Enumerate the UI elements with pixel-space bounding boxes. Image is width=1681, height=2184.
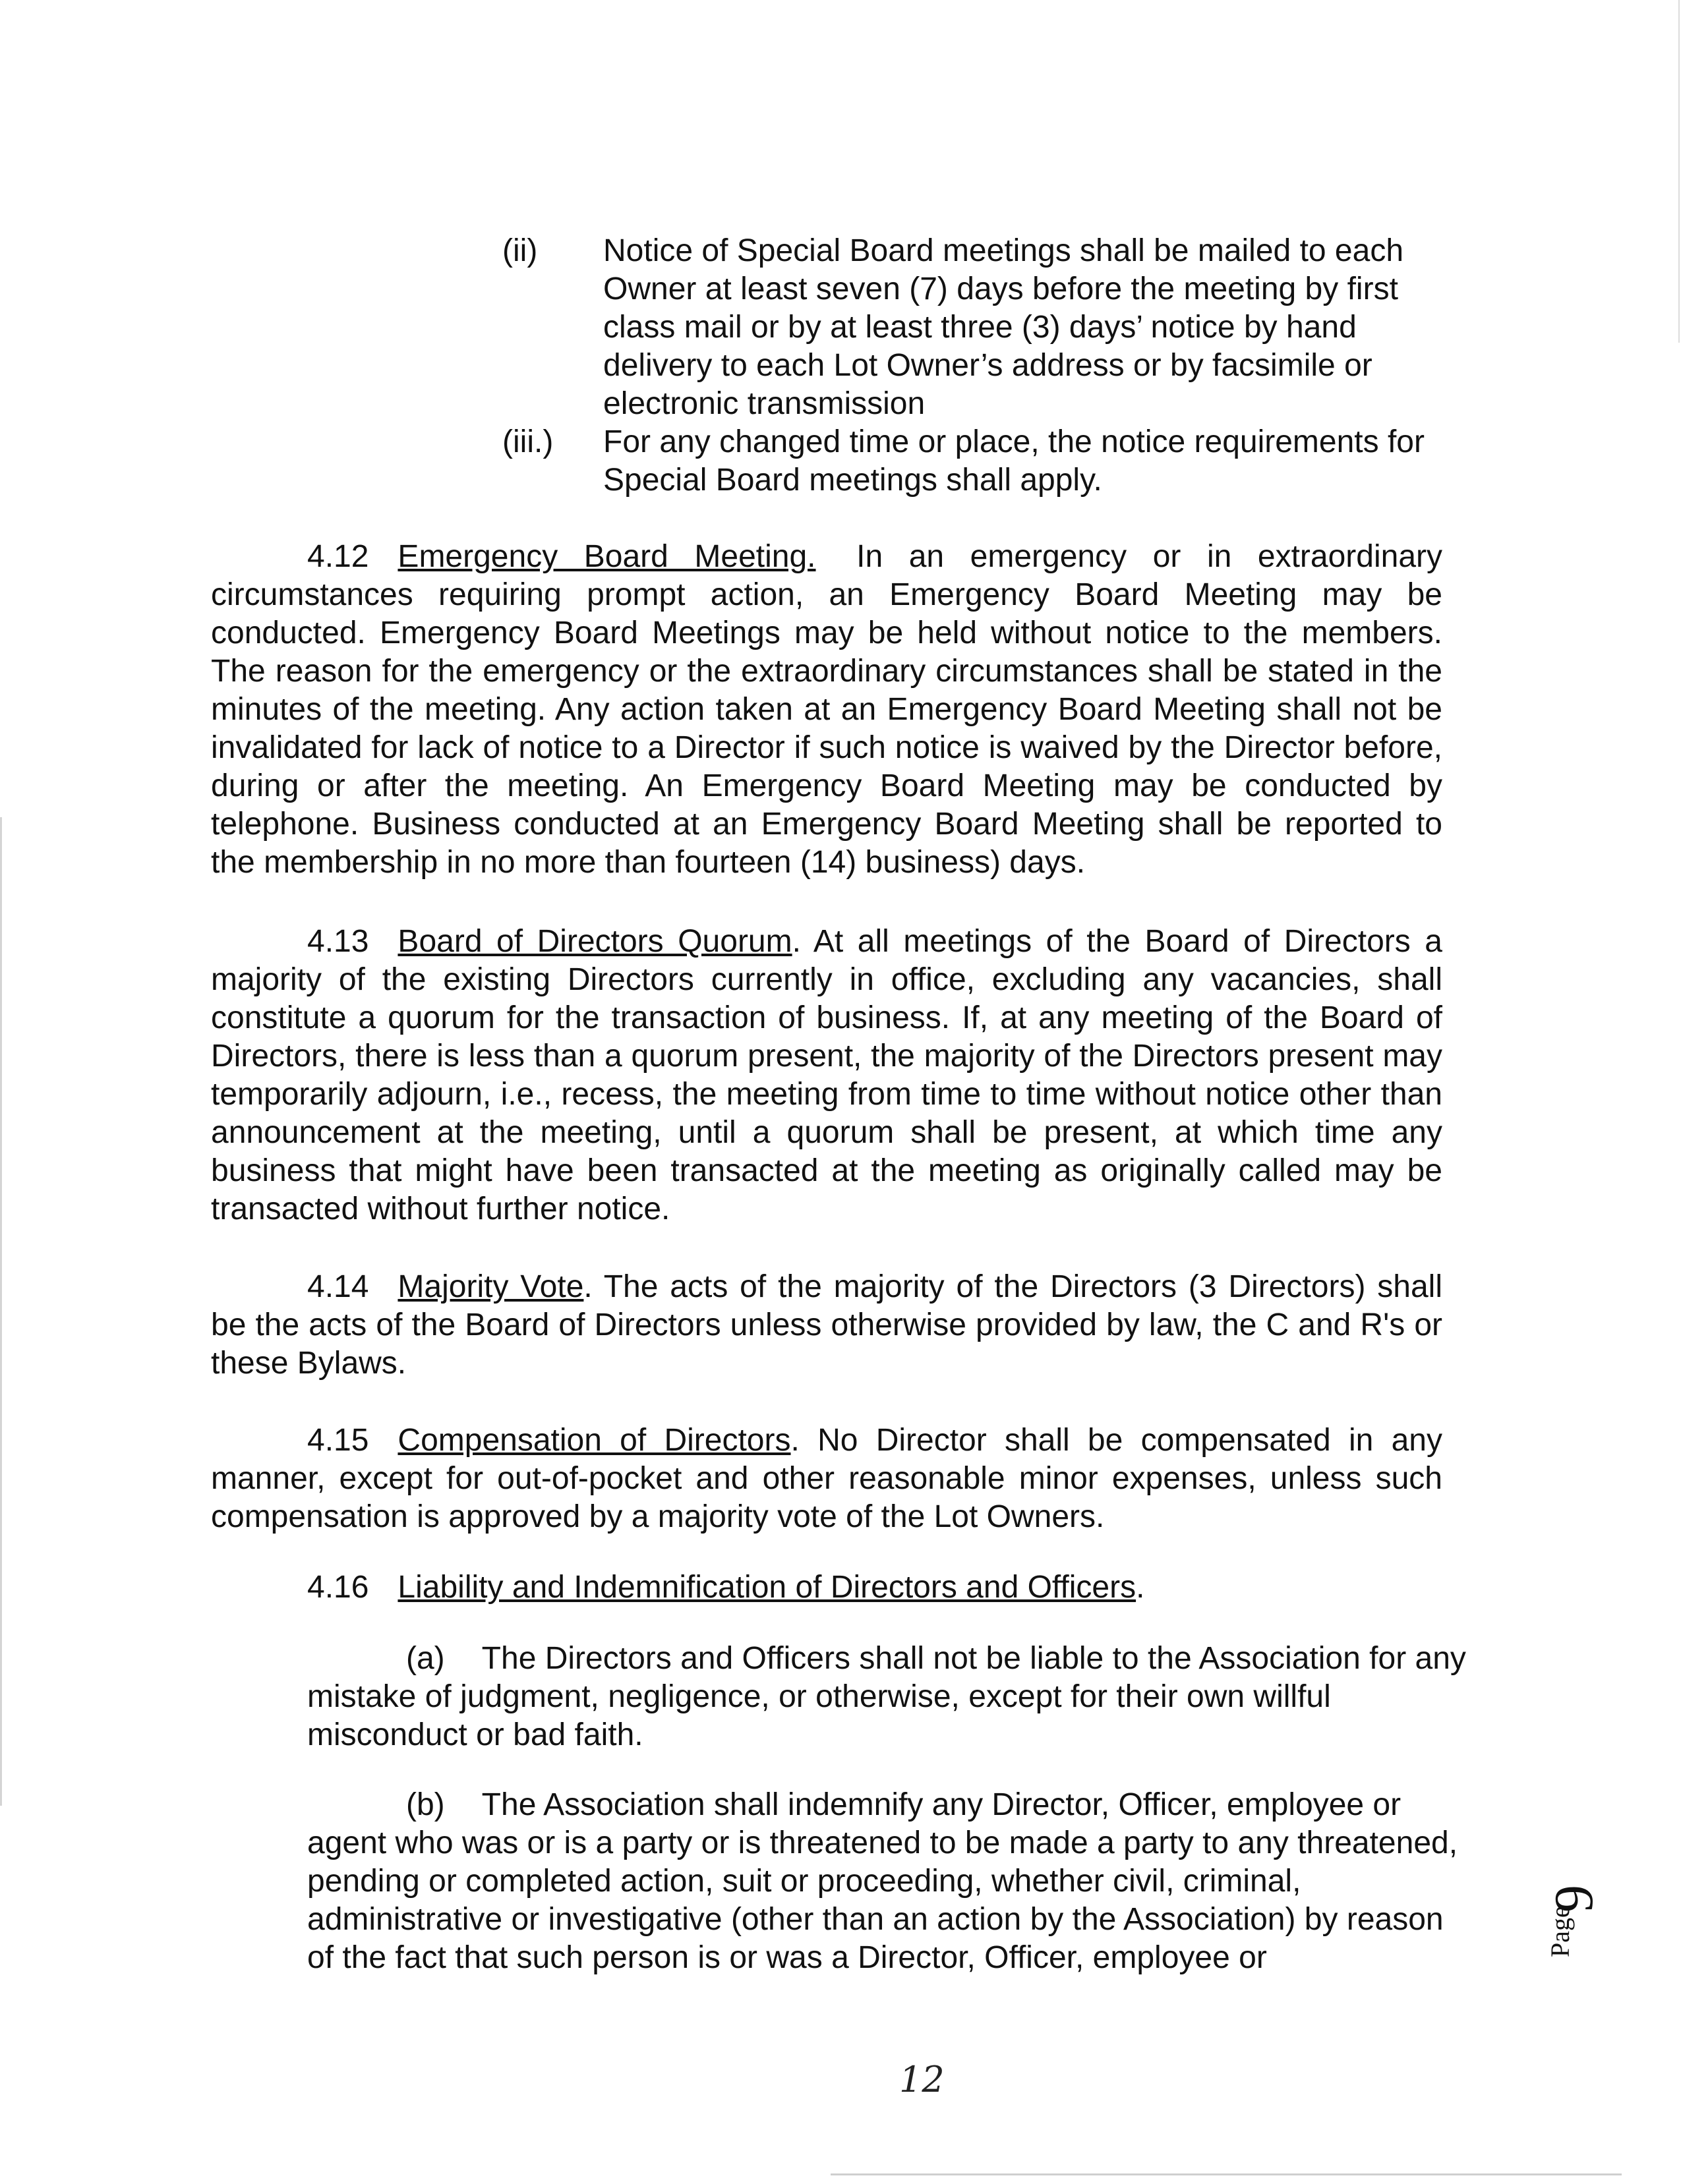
section-heading: Compensation of Directors (398, 1423, 791, 1458)
subsection-text: The Directors and Officers shall not be liable to the Association for any mistake of judgment, negligence, or otherwise, except for their own willful misconduct or bad faith. (307, 1641, 1466, 1752)
section-4-12 (211, 538, 1442, 882)
section-4-16 (307, 1568, 1144, 1607)
subsection-a (307, 1640, 1467, 1754)
section-heading: Board of Directors Quorum (398, 924, 792, 959)
section-4-14 (211, 1268, 1442, 1383)
section-heading: Liability and Indemnification of Directors and Officers (398, 1570, 1136, 1605)
list-marker: (ii) (502, 233, 538, 268)
subsection-text: The Association shall indemnify any Director, Officer, employee or agent who was or is a party or is threatened to be made a party to any threatened, pending or completed action, suit or proceeding, whether civil, criminal, administrative or investigative (other than an action by the Association) by reason of the fact that such person is or was a Director, Officer, employee or (307, 1787, 1458, 1975)
section-heading: Emergency Board Meeting. (398, 539, 816, 574)
section-body: . (1136, 1570, 1145, 1605)
section-number: 4.16 (307, 1570, 369, 1605)
section-body: . No Director shall be compensated in any manner, except for out-of-pocket and other reasonable minor expenses, unless such compensation is approved by a majority vote of the Lot Owners. (211, 1423, 1442, 1534)
section-number: 4.15 (307, 1423, 369, 1458)
subsection-b (307, 1786, 1467, 1977)
subsection-letter: (b) (406, 1787, 445, 1822)
section-body: In an emergency or in extraordinary circumstances requiring prompt action, an Emergency Board Meeting may be conducted. Emergency Board Meetings may be held without notice to the members. The reason for the emergency or the extraordinary circumstances shall be stated in the minutes of the meeting. Any action taken at an Emergency Board Meeting shall not be invalidated for lack of notice to a Director if such notice is waived by the Director before, during or after the meeting. An Emergency Board Meeting may be conducted by telephone. Business conducted at an Emergency Board Meeting shall be reported to the membership in no more than fourteen (14) business) days. (211, 539, 1443, 880)
list-marker: (iii.) (502, 424, 554, 459)
scan-bottom-line (831, 2173, 1622, 2175)
section-body: . The acts of the majority of the Directors (3 Directors) shall be the acts of the Board of Directors unless otherwise provided by law, the C and R's or these Bylaws. (211, 1269, 1443, 1381)
section-4-15 (211, 1422, 1442, 1536)
page-stamp-word: Page (1545, 1906, 1575, 1957)
list-text: For any changed time or place, the notice requirements for Special Board meetings shall apply. (603, 424, 1425, 498)
section-number: 4.12 (307, 539, 369, 574)
page-stamp (1539, 1885, 1612, 2017)
section-body: . At all meetings of the Board of Directors a majority of the existing Directors currently in office, excluding any vacancies, shall constitute a quorum for the transaction of business. If, at any meeting of the Board of Directors, there is less than a quorum present, the majority of the Directors present may temporarily adjourn, i.e., recess, the meeting from time to time without notice other than announcement at the meeting, until a quorum shall be present, at which time any business that might have been transacted at the meeting as originally called may be transacted without further notice. (211, 924, 1442, 1226)
page-stamp-number: 9 (1543, 1885, 1605, 1912)
handwritten-page-number: 12 (899, 2059, 945, 2100)
section-number: 4.14 (307, 1269, 369, 1304)
section-number: 4.13 (307, 924, 369, 959)
scan-edge-left (0, 817, 2, 1806)
list-text: Notice of Special Board meetings shall be mailed to each Owner at least seven (7) days before the meeting by first class mail or by at least three (3) days’ notice by hand delivery to each Lot Owner’s address or by facsimile or electronic transmission (603, 233, 1404, 421)
section-heading: Majority Vote (398, 1269, 584, 1304)
section-4-13 (211, 923, 1442, 1228)
subsection-letter: (a) (406, 1641, 445, 1676)
scan-edge-right (1678, 0, 1680, 343)
